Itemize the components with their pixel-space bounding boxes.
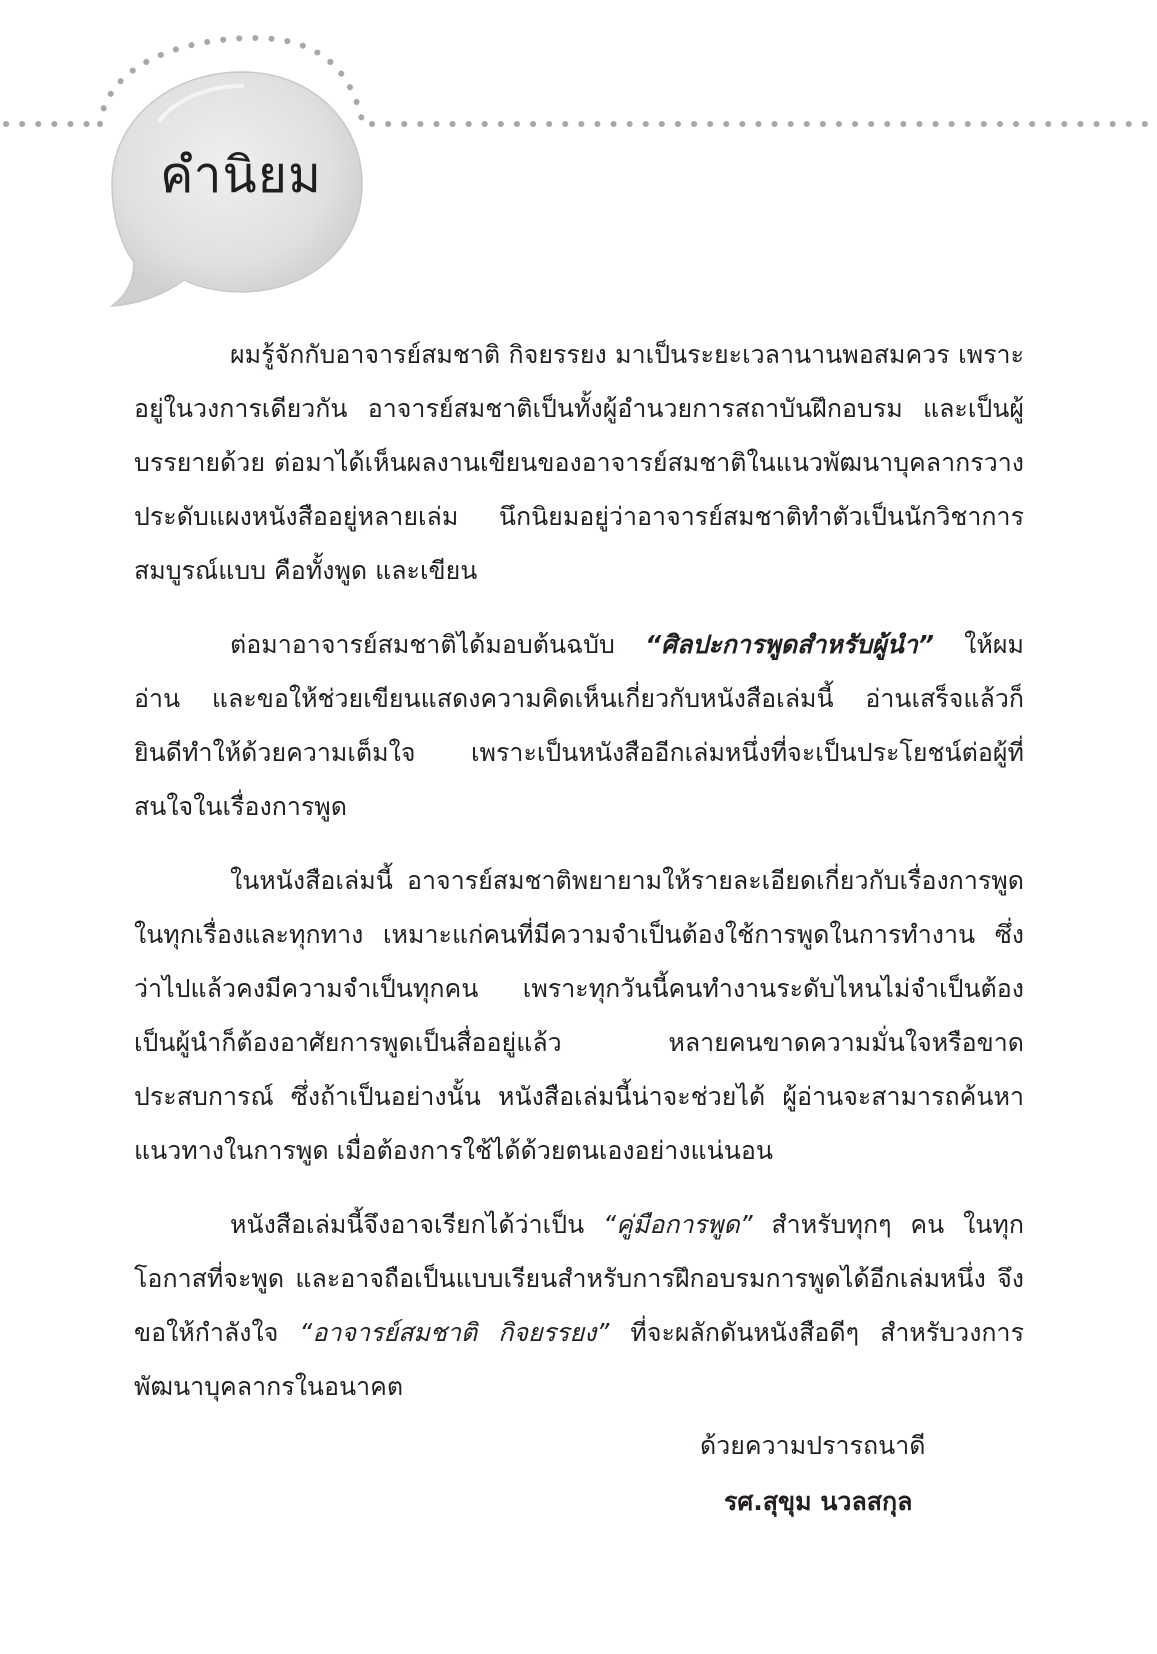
paragraph-text-after: ที่จะผลักดันหนังสือดีๆ สำหรับวงการพัฒนาบุคลากรในอนาคต (134, 1318, 1025, 1401)
paragraph-text-after: ให้ผมอ่าน และขอให้ช่วยเขียนแสดงความคิดเห็นเกี่ยวกับหนังสือเล่มนี้ อ่านเสร็จแล้วก็ยินดีทำให้ด้วยความเต็มใจ เพราะเป็นหนังสืออีกเล่มหนึ่งที่จะเป็นประโยชน์ต่อผู้ที่สนใจในเรื่องการพูด (134, 630, 1024, 821)
quoted-author: “อาจารย์สมชาติ กิจยรรยง” (299, 1318, 610, 1347)
paragraph-text: ในหนังสือเล่มนี้ อาจารย์สมชาติพยายามให้รายละเอียดเกี่ยวกับเรื่องการพูดในทุกเรื่องและทุกทาง เหมาะแก่คนที่มีความจำเป็นต้องใช้การพูดในการทำงาน ซึ่งว่าไปแล้วคงมีความจำเป็นทุกคน เพราะทุกวันนี้คนทำงานระดับไหนไม่จำเป็นต้องเป็นผู้นำก็ต้องอาศัยการพูดเป็นสื่ออยู่แล้ว หลายคนขาดความมั่นใจหรือขาดประสบการณ์ ซึ่งถ้าเป็นอย่างนั้น หนังสือเล่มนี้น่าจะช่วยได้ ผู้อ่านจะสามารถค้นหาแนวทางในการพูด เมื่อต้องการใช้ได้ด้วยตนเองอย่างแน่นอน (134, 866, 1024, 1165)
closing-salutation: ด้วยความปรารถนาดี (700, 1431, 926, 1460)
paragraph-3 (134, 854, 1024, 1178)
quoted-phrase: “คู่มือการพูด” (603, 1210, 753, 1239)
book-title: “ศิลปะการพูดสำหรับผู้นำ” (645, 630, 934, 659)
foreword-body (134, 328, 1024, 1434)
paragraph-4 (134, 1198, 1024, 1414)
paragraph-text-before: หนังสือเล่มนี้จึงอาจเรียกได้ว่าเป็น (230, 1210, 604, 1239)
paragraph-text: ผมรู้จักกับอาจารย์สมชาติ กิจยรรยง มาเป็นระยะเวลานานพอสมควร เพราะอยู่ในวงการเดียวกัน อาจารย์สมชาติเป็นทั้งผู้อำนวยการสถาบันฝึกอบรม และเป็นผู้บรรยายด้วย ต่อมาได้เห็นผลงานเขียนของอาจารย์สมชาติในแนวพัฒนาบุคลากรวางประดับแผงหนังสืออยู่หลายเล่ม นึกนิยมอยู่ว่าอาจารย์สมชาติทำตัวเป็นนักวิชาการสมบูรณ์แบบ คือทั้งพูด และเขียน (134, 340, 1024, 585)
signature-name: รศ.สุขุม นวลสกุล (724, 1487, 913, 1516)
paragraph-1 (134, 328, 1024, 598)
closing-block (700, 1418, 1020, 1530)
paragraph-text-before: ต่อมาอาจารย์สมชาติได้มอบต้นฉบับ (230, 630, 646, 659)
paragraph-2 (134, 618, 1024, 834)
paragraph-text-middle: สำหรับทุกๆ คน ในทุกโอกาสที่จะพูด และอาจถือเป็นแบบเรียนสำหรับการฝึกอบรมการพูดได้อีกเล่มหนึ่ง จึงขอให้กำลังใจ (134, 1210, 1025, 1347)
page-heading: คำนิยม (160, 146, 322, 204)
